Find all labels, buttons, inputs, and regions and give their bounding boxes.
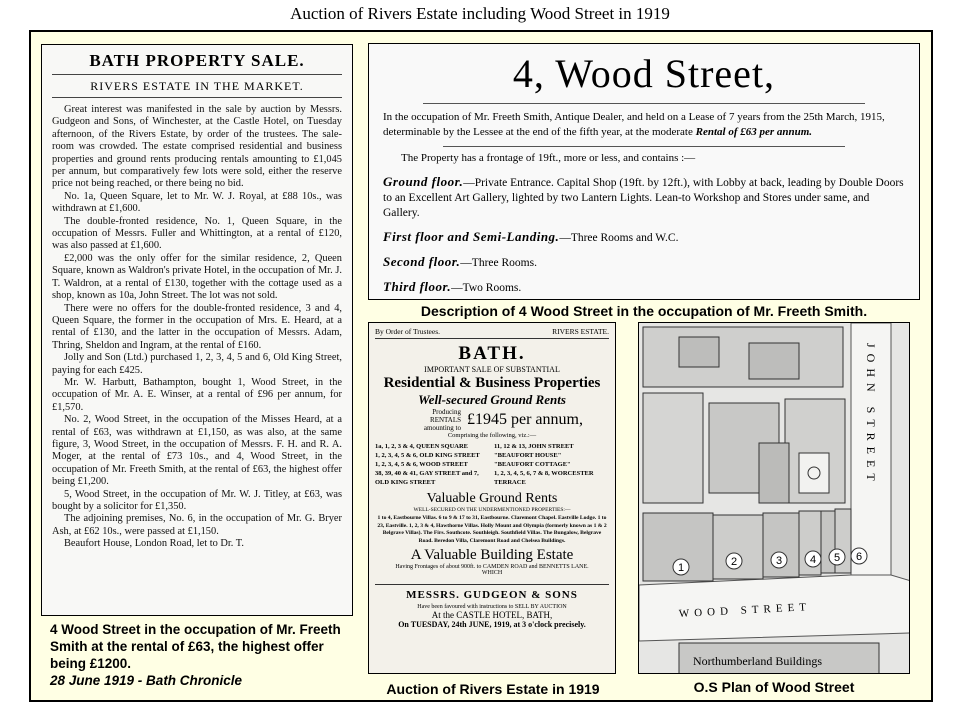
poster-villas: 1 to 4, Eastbourne Villas. 6 to 9 & 17 to 31, Eastbourne. Claremont Chapel. Eastville Lodge. 1 to 23, Eastville. 1, 2, 3 & 4, Hawthorne Villas. Holly Mount and Olympia (formerly known as 1 & 2 Belgrave Villas). The Firs. Southcote. Southleigh. Southfield Villas. The Bungalow, Belgrave Road. Beredon Villa, Claremont Road and Chelsea Buildings. [377, 515, 607, 544]
news-paragraph: Jolly and Son (Ltd.) purchased 1, 2, 3, 4, 5 and 6, Old King Street, paying for each £425. [52, 352, 342, 376]
os-plan-map [638, 322, 910, 674]
news-paragraph: Great interest was manifested in the sale by auction by Messrs. Gudgeon and Sons, of Winchester, at the Castle Hotel, on Tuesday afternoon, of the Rivers Estate, by order of the trustees. The sale-room was crowded. The estate comprised residential and business properties and ground rents producing rentals amounting to £1,045 per annum, but comparatively few lots were sold, either the reserve price not being reached, or there being no bid. [52, 104, 342, 190]
floor-text: —Private Entrance. Capital Shop (19ft. by 12ft.), with Lobby at back, leading by Double Doors to an Excellent Art Gallery, lighted by two Lantern Lights. Lean-to Workshop and Stores under same, and Gallery. [383, 177, 904, 219]
description-heading: 4, Wood Street, [512, 51, 776, 96]
poster-valuable-ground: Valuable Ground Rents [426, 491, 558, 506]
poster-col-left [375, 442, 490, 487]
floor-name: Second floor. [383, 254, 461, 269]
poster-item: 1, 2, 3, 4, 5, 6, 7 & 8, WORCESTER TERRACE [494, 470, 594, 486]
news-paragraph: Beaufort House, London Road, let to Dr. T. [64, 538, 244, 550]
floor-third [383, 279, 905, 296]
poster-important: IMPORTANT SALE OF SUBSTANTIAL [424, 365, 560, 374]
news-paragraph: £2,000 was the only offer for the similar residence, 2, Queen Square, known as Waldron's private Hotel, in the occupation of Mr. J. T. Waldron, at a rental of £130, together with the cottage used as a shop, known as 10a, John Street. The lot was not sold. [52, 252, 342, 302]
poster-by-order: By Order of Trustees. [375, 327, 440, 336]
street-label-wood: WOOD STREET [678, 601, 812, 620]
poster-venue: At the CASTLE HOTEL, BATH, [431, 610, 553, 620]
news-paragraph: 5, Wood Street, in the occupation of Mr. W. J. Titley, at £63, was bought by a solicitor for £1,350. [52, 488, 342, 512]
description-divider [423, 103, 865, 104]
auction-poster [368, 322, 616, 674]
news-paragraph: The double-fronted residence, No. 1, Queen Square, in the occupation of Messrs. Fuller and Whittington, at a rental of £120, was also passed at £1,600. [52, 215, 342, 252]
poster-item: 1, 2, 3, 4, 5 & 6, OLD KING STREET [375, 452, 480, 459]
floor-text: —Three Rooms. [460, 257, 537, 269]
page-title: Auction of Rivers Estate including Wood Street in 1919 [290, 4, 670, 23]
house-number: 1 [677, 562, 685, 574]
news-paragraph: The adjoining premises, No. 6, in the occupation of Mr. G. Bryer Ash, at £62 10s., were passed at £1,150. [52, 513, 342, 537]
news-paragraph: No. 2, Wood Street, in the occupation of the Misses Heard, at a rental of £63, was withdrawn at £1,150, as was also, at the same figure, 3, Wood Street, in the occupation of Messrs. F. H. and R. A. Moger, at the rental of £73 10s., and 4, Wood Street, in the occupation of Mr. Freeth Smith, at the rental of £63, the highest offer being £1,200. [52, 414, 342, 488]
street-label-john: JOHN STREET [864, 343, 878, 487]
news-paragraph: No. 1a, Queen Square, let to Mr. W. J. Royal, at £88 10s., was withdrawn at £1,600. [52, 190, 342, 215]
house-number: 6 [855, 551, 863, 563]
poster-item: 1a, 1, 2, 3 & 4, QUEEN SQUARE [375, 443, 468, 450]
house-number: 3 [775, 555, 783, 567]
house-number: 5 [833, 552, 841, 564]
poster-item: 11, 12 & 13, JOHN STREET [494, 443, 574, 450]
poster-estate: RIVERS ESTATE. [552, 327, 609, 336]
poster-amount: £1945 per annum, [467, 411, 583, 428]
poster-firm: MESSRS. GUDGEON & SONS [375, 584, 609, 601]
description-caption: Description of 4 Wood Street in the occupation of Mr. Freeth Smith. [420, 303, 868, 319]
poster-secured: WELL-SECURED ON THE UNDERMENTIONED PROPERTIES:— [413, 507, 571, 513]
house-number: 2 [730, 556, 738, 568]
property-description [368, 43, 920, 300]
poster-date: On TUESDAY, 24th JUNE, 1919, at 3 o'clock precisely. [398, 620, 586, 629]
poster-comprising: Comprising the following, viz.:— [447, 432, 537, 439]
poster-property-list [375, 442, 609, 487]
description-divider [443, 146, 845, 147]
newspaper-clipping [41, 44, 353, 616]
newspaper-heading: BATH PROPERTY SALE. [52, 51, 342, 75]
poster-caption: Auction of Rivers Estate in 1919 [386, 681, 600, 697]
poster-col-right [494, 442, 609, 487]
news-paragraph: There were no offers for the double-fronted residence, 3 and 4, Queen Square, the former in the occupation of Mrs. E. Heard, at a rental of £130, and the latter in the occupation of Messrs. Adam, Thring, Sheldon and Ingram, at the rental of £160. [52, 302, 342, 351]
newspaper-caption-text: 4 Wood Street in the occupation of Mr. Freeth Smith at the rental of £63, the highest offer being £1200. [50, 622, 341, 671]
poster-ground-rents: Well-secured Ground Rents [418, 392, 566, 407]
poster-item: 38, 39, 40 & 41, GAY STREET and 7, OLD KING STREET [375, 470, 479, 486]
floor-name: First floor and Semi-Landing. [383, 229, 560, 244]
floor-second [383, 254, 905, 271]
frontage-text: The Property has a frontage of 19ft., more or less, and contains :— [401, 152, 696, 164]
poster-item: 1, 2, 3, 4, 5 & 6, WOOD STREET [375, 461, 468, 468]
newspaper-caption [50, 621, 350, 689]
poster-frontages: Having Frontages of about 900ft. to CAMDEN ROAD and BENNETTS LANE. [395, 564, 589, 570]
poster-residential: Residential & Business Properties [383, 375, 601, 391]
newspaper-subheading: RIVERS ESTATE IN THE MARKET. [52, 79, 342, 98]
buildings-label: Northumberland Buildings [693, 654, 822, 668]
poster-rental [375, 408, 609, 432]
rental-label: Rental of £63 per annum. [695, 126, 813, 138]
floor-name: Third floor. [383, 279, 452, 294]
poster-producing: Producing RENTALS amounting to [423, 408, 461, 432]
poster-building-estate: A Valuable Building Estate [410, 547, 574, 563]
poster-item: "BEAUFORT COTTAGE" [494, 461, 571, 468]
newspaper-source: 28 June 1919 - Bath Chronicle [50, 673, 243, 688]
house-number: 4 [809, 554, 817, 566]
floor-name: Ground floor. [383, 174, 464, 189]
news-paragraph: Mr. W. Harbutt, Bathampton, bought 1, Wood Street, in the occupation of Mr. A. E. Winser, at a rental of £96 per annum, for £1,570. [52, 376, 342, 413]
poster-which: WHICH [481, 570, 503, 576]
lease-text: In the occupation of Mr. Freeth Smith, Antique Dealer, and held on a Lease of 7 years from the 25th March, 1915, determinable by the Lessee at the end of the fifth year, at the moderate [383, 111, 885, 138]
plan-caption: O.S Plan of Wood Street [693, 679, 855, 695]
floor-first [383, 229, 905, 246]
poster-divider [375, 338, 609, 339]
floor-ground [383, 174, 905, 221]
os-plan-svg [639, 323, 910, 674]
poster-item: "BEAUFORT HOUSE" [494, 452, 562, 459]
floor-text: —Two Rooms. [451, 282, 522, 294]
poster-instructions: Have been favoured with instructions to SELL BY AUCTION [417, 604, 567, 610]
floor-text: —Three Rooms and W.C. [559, 232, 679, 244]
poster-town: BATH. [458, 343, 526, 364]
